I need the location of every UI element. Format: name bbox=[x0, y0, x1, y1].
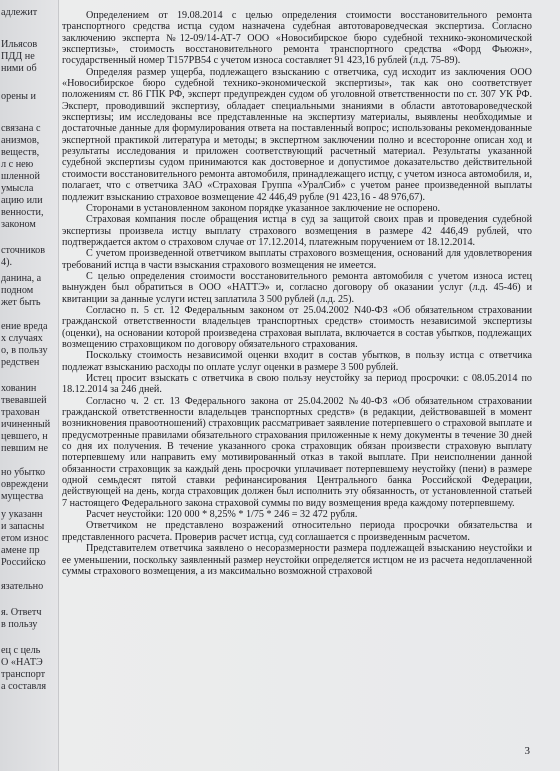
paragraph: Сторонами в установленном законом порядке указанное заключение не оспорено. bbox=[86, 202, 441, 214]
bleed-line: овреждени bbox=[1, 479, 49, 490]
paragraph: Представителем ответчика заявлено о несоразмерности размера подлежащей взысканию неустойки и ее уменьшении, поскольку заявленный размер неустойки определяется истцом не из расчета недоплаченной суммы страхового возмещения, а из максимально возможной страховой bbox=[62, 543, 532, 577]
bleed-line: у указанн bbox=[1, 509, 43, 520]
paragraph: Истец просит взыскать с ответчика в свою пользу неустойку за период просрочки: с 08.05.2014 по 18.12.2014 за 246 дней. bbox=[62, 373, 532, 396]
bleed-line: о, в пользу bbox=[1, 345, 48, 356]
bleed-line: ение вреда bbox=[1, 321, 48, 332]
bleed-line: связана с bbox=[1, 123, 41, 134]
paragraph: Поскольку стоимость независимой оценки входит в состав убытков, в пользу истца с ответчика подлежат взысканию расходы по оплате услуг оценки в размере 3 500 рублей. bbox=[62, 350, 532, 373]
bleed-line: анизмов, bbox=[1, 135, 40, 146]
bleed-line: и запасны bbox=[1, 521, 45, 532]
paragraph: Страховая компания после обращения истца в суд за защитой своих прав и проведения судебной экспертизы произвела истцу выплату страхового возмещения в размере 42 446,49 рублей, что подтверждается актом о страховом случае от 17.12.2014, платежным поручением от 18.12.2014. bbox=[62, 214, 532, 248]
bleed-line: етом износ bbox=[1, 533, 49, 544]
bleed-line: Ильясов bbox=[1, 39, 38, 50]
bleed-line: но убытко bbox=[1, 467, 46, 478]
paragraph: Согласно ч. 2 ст. 13 Федерального закона от 25.04.2002 №40-ФЗ «Об обязательном страховании гражданской ответственности владельцев транспортных средств» (в редакции, действовавшей в момент возникновения правоотношений) страховщик рассматривает заявление потерпевшего о страховой выплате и предусмотренные правилами обязательного страхования приложенные к нему документы в течение 30 дней со дня их получения. В течение указанного срока страховщик обязан произвести страховую выплату потерпевшему или направить ему мотивированный отказ в такой выплате. При неисполнении данной обязанности страховщик за каждый день просрочки уплачивает потерпевшему неустойку (пени) в размере одной семьдесят пятой ставки рефинансирования Центрального банка Российской Федерации, действующей на день, когда страховщик должен был исполнить эту обязанность, от установленной статьей 7 настоящего Федерального закона страховой суммы по виду возмещения вреда каждому потерпевшему. bbox=[62, 395, 532, 509]
bleed-line: ПДД не bbox=[1, 51, 35, 62]
paragraph: Расчет неустойки: 120 000 * 8,25% * 1/75 * 246 = 32 472 рубля. bbox=[86, 509, 358, 521]
bleed-line: законом bbox=[1, 219, 36, 230]
bleed-line: орены и bbox=[1, 91, 37, 102]
bleed-line: певшим не bbox=[1, 443, 49, 454]
bleed-line: трахован bbox=[1, 407, 40, 418]
bleed-line: ними об bbox=[1, 63, 37, 74]
bleed-line: редствен bbox=[1, 357, 40, 368]
bleed-line: О «НАТЭ bbox=[1, 657, 43, 668]
bleed-line: умысла bbox=[1, 183, 34, 194]
bleed-line: в пользу bbox=[1, 619, 38, 630]
bleed-line: сточников bbox=[1, 245, 46, 256]
bleed-line: мущества bbox=[1, 491, 44, 502]
bleed-line: амене пр bbox=[1, 545, 40, 556]
bleed-line: транспорт bbox=[1, 669, 46, 680]
bleed-line: адлежит bbox=[1, 7, 38, 18]
paragraph: Согласно п. 5 ст. 12 Федеральным законом от 25.04.2002 N40-ФЗ «Об обязательном страховании гражданской ответственности владельцев транспортных средств» стоимость независимой экспертизы (оценки), на основании которой произведена страховая выплата, включается в состав убытков, подлежащих возмещению страховщиком по договору обязательного страхования. bbox=[62, 304, 532, 350]
bleed-line: х случаях bbox=[1, 333, 43, 344]
bleed-line: ичиненный bbox=[1, 419, 51, 430]
bleed-line: л с нею bbox=[1, 159, 34, 170]
paragraph: Ответчиком не представлено возражений относительно периода просрочки обязательства и представленного расчета. Проверив расчет истца, суд соглашается с произведенным расчетом. bbox=[62, 520, 532, 543]
bleed-line: твевавшей bbox=[1, 395, 47, 406]
bleed-line: Российско bbox=[1, 557, 46, 568]
paragraph: Определяя размер ущерба, подлежащего взысканию с ответчика, суд исходит из заключения ООО «Новосибирское бюро судебной технико-экономической экспертизы», так как оно соответствует положениям ст. 86 ГПК РФ, эксперт предупрежден судом об уголовной ответственности по ст. 307 УК РФ. Эксперт, проводивший экспертизу, обладает специальными знаниями в области автотовароведческой экспертизы; им исследованы все представленные на экспертизу материалы, выявлены необходимые и достаточные данные для формулирования ответа на поставленный вопрос; использованы рекомендованные экспертной практикой литература и методы; в экспертном заключении полно и всесторонне описан ход и результаты исследования и приложен соответствующий расчетный материал. Результаты указанной судебной экспертизы судом принимаются как достоверное и допустимое доказательство действительной стоимости восстановительного ремонта автомобиля, принадлежащего истцу, с учетом износа автомобиля, и, полагает, что с ответчика ЗАО «Страховая Группа «УралСиб» с учетом ранее произведенной выплаты подлежит взысканию страховое возмещение 42 446,49 рубле (91 423,16 - 48 976,67). bbox=[62, 66, 532, 203]
bleed-line: хованин bbox=[1, 383, 37, 394]
bleed-line: веществ, bbox=[1, 147, 40, 158]
bleed-line: ацию или bbox=[1, 195, 43, 206]
paragraph: Определением от 19.08.2014 с целью определения стоимости восстановительного ремонта транспортного средства истца судом назначена судебная автотовароведческая экспертиза. Согласно заключению эксперта №12-09/14-АТ-7 ООО «Новосибирское бюро судебной технико-экономической экспертизы», стоимость восстановительного ремонта транспортного средства «Форд Фьюжн», государственный номер Т157РВ54 с учетом износа составляет 91 423,16 рублей (л.д. 75-89). bbox=[62, 10, 532, 67]
bleed-line: язательно bbox=[1, 581, 44, 592]
adjacent-page-margin bbox=[0, 0, 59, 771]
bleed-line: жет быть bbox=[1, 297, 41, 308]
bleed-line: подном bbox=[1, 285, 34, 296]
paragraph: С учетом произведенной ответчиком выплаты страхового возмещения, оснований для удовлетворения требований истца в части взыскания страхового возмещения не имеется. bbox=[62, 248, 532, 271]
bleed-line: шленной bbox=[1, 171, 40, 182]
paragraph: С целью определения стоимости восстановительного ремонта автомобиля с учетом износа истец вынужден был обратиться в ООО «НАТТЭ» и, согласно договору об оказании услуг (л.д. 45-46) и квитанции за данные услуги истец заплатила 3 500 рублей (л.д. 25). bbox=[62, 270, 532, 305]
bleed-line: 4). bbox=[1, 257, 13, 268]
bleed-line: а составля bbox=[1, 681, 47, 692]
bleed-line: цевшего, н bbox=[1, 431, 48, 442]
bleed-line: данина, а bbox=[1, 273, 42, 284]
bleed-line: ец с цель bbox=[1, 645, 41, 656]
bleed-line: венности, bbox=[1, 207, 44, 218]
document-page bbox=[62, 10, 532, 765]
page-number: 3 bbox=[524, 745, 530, 757]
bleed-line: я. Ответч bbox=[1, 607, 42, 618]
